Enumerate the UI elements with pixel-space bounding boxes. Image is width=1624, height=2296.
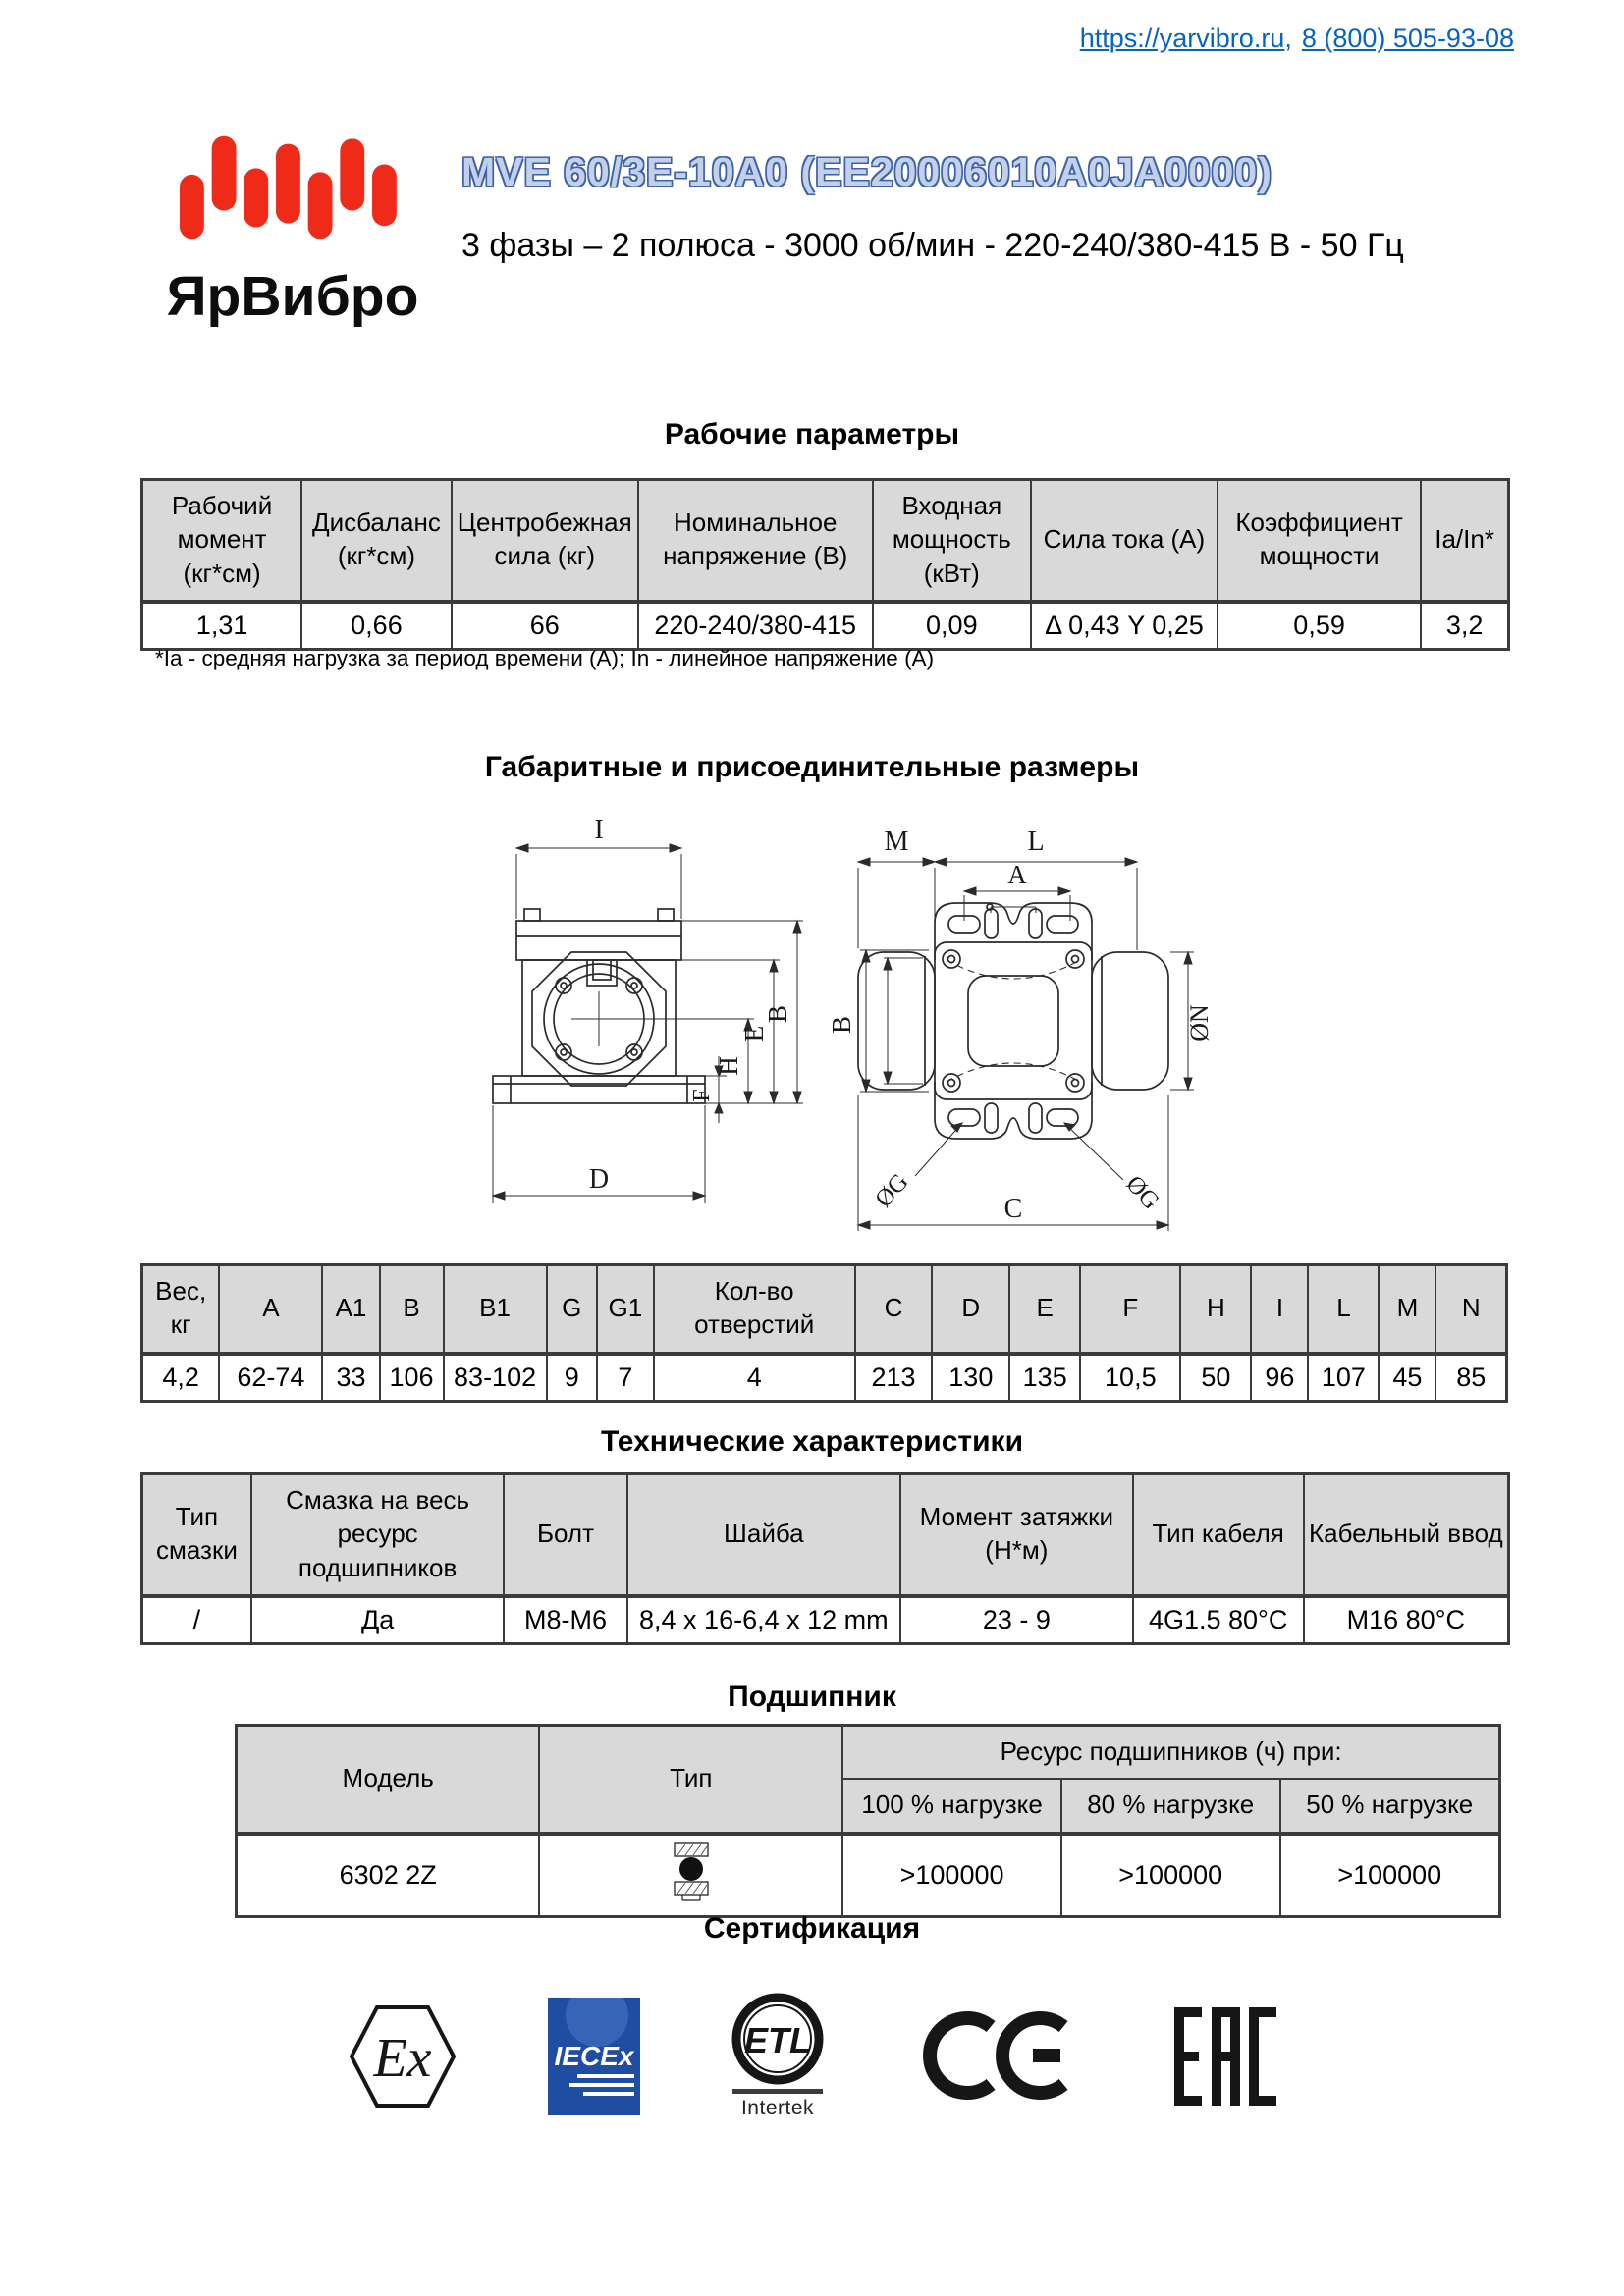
table-cell: 0,09 xyxy=(873,602,1031,650)
etl-label: ETL xyxy=(744,2020,811,2060)
table-cell: 0,59 xyxy=(1218,602,1421,650)
table-cell: 50 xyxy=(1180,1354,1251,1402)
brand-logo xyxy=(145,126,440,329)
table-cell: Δ 0,43 Y 0,25 xyxy=(1031,602,1218,650)
table-cell: 3,2 xyxy=(1421,602,1508,650)
column-header: F xyxy=(1080,1265,1180,1354)
table-cell: 7 xyxy=(597,1354,654,1402)
eac-mark-icon xyxy=(1174,2002,1276,2110)
table-cell: M16 80°C xyxy=(1304,1596,1509,1644)
column-header: C xyxy=(855,1265,933,1354)
operating-header-row xyxy=(142,480,1509,602)
column-header: G1 xyxy=(597,1265,654,1354)
table-cell: 213 xyxy=(855,1354,933,1402)
table-cell: 220-240/380-415 xyxy=(638,602,873,650)
table-cell: 85 xyxy=(1435,1354,1506,1402)
column-header: Центробежная сила (кг) xyxy=(452,480,638,602)
dim-label-a: A xyxy=(1007,860,1027,889)
column-header: L xyxy=(1308,1265,1379,1354)
atex-ex-mark-icon xyxy=(348,2003,458,2109)
table-cell: 96 xyxy=(1251,1354,1308,1402)
intertek-label: Intertek xyxy=(740,2097,815,2119)
column-header: I xyxy=(1251,1265,1308,1354)
column-header: Кабельный ввод xyxy=(1304,1474,1509,1596)
product-subtitle: 3 фазы – 2 полюса - 3000 об/мин - 220-240/380-415 В - 50 Гц xyxy=(461,227,1404,264)
dim-label-e: E xyxy=(739,1025,769,1042)
page-title: MVE 60/3E-10A0 (EE20006010A0JA0000) xyxy=(461,149,1272,194)
dim-label-i: I xyxy=(594,815,604,845)
column-header: Шайба xyxy=(627,1474,900,1596)
dim-label-g-right: ØG xyxy=(1120,1170,1164,1215)
operating-values-row xyxy=(142,602,1509,650)
etl-intertek-mark-icon xyxy=(731,1992,825,2120)
bearing-values-row xyxy=(237,1834,1500,1917)
dimensions-values-row xyxy=(142,1354,1507,1402)
brand-name: ЯрВибро xyxy=(166,265,419,328)
table-cell: 66 xyxy=(452,602,638,650)
section-title-operating: Рабочие параметры xyxy=(664,418,960,451)
dim-label-m: M xyxy=(884,827,909,857)
table-cell: 107 xyxy=(1308,1354,1379,1402)
column-header: Вес, кг xyxy=(142,1265,220,1354)
dim-label-n: ØN xyxy=(1185,1004,1214,1041)
column-header: Тип кабеля xyxy=(1133,1474,1304,1596)
top-view-drawing xyxy=(797,805,1224,1256)
table-cell: 62-74 xyxy=(219,1354,322,1402)
column-header: B1 xyxy=(444,1265,547,1354)
link-separator: , xyxy=(1284,24,1292,53)
column-header: Ia/In* xyxy=(1421,480,1508,602)
table-cell: >100000 xyxy=(842,1834,1061,1917)
column-header: A1 xyxy=(322,1265,379,1354)
dim-label-c: C xyxy=(1003,1194,1023,1224)
column-header: H xyxy=(1180,1265,1251,1354)
tech-header-row xyxy=(142,1474,1509,1596)
column-header: Тип смазки xyxy=(142,1474,251,1596)
bearing-type-cell xyxy=(539,1834,842,1917)
table-cell: 23 - 9 xyxy=(900,1596,1133,1644)
iecex-mark-icon xyxy=(548,1998,640,2115)
column-header: B xyxy=(380,1265,444,1354)
dim-label-b-top: B xyxy=(827,1015,856,1035)
tech-values-row xyxy=(142,1596,1509,1644)
table-cell: 0,66 xyxy=(301,602,452,650)
column-header: E xyxy=(1009,1265,1080,1354)
table-cell: M8-M6 xyxy=(504,1596,626,1644)
table-cell: 83-102 xyxy=(444,1354,547,1402)
section-title-dimensions: Габаритные и присоединительные размеры xyxy=(484,751,1140,783)
front-view-drawing xyxy=(461,813,805,1252)
column-header: Номинальное напряжение (В) xyxy=(638,480,873,602)
column-header: Кол-во отверстий xyxy=(654,1265,855,1354)
title-block xyxy=(461,149,1404,265)
dim-label-f: F xyxy=(689,1089,715,1102)
iecex-stripe xyxy=(583,2092,634,2096)
table-cell: 106 xyxy=(380,1354,444,1402)
column-header: Дисбаланс (кг*см) xyxy=(301,480,452,602)
column-header: Рабочий момент (кг*см) xyxy=(142,480,302,602)
column-header: A xyxy=(219,1265,322,1354)
table-cell: >100000 xyxy=(1061,1834,1280,1917)
section-title-bearing: Подшипник xyxy=(728,1681,896,1713)
column-header: G xyxy=(547,1265,597,1354)
column-header: Болт xyxy=(504,1474,626,1596)
iecex-globe-decoration xyxy=(566,1998,628,2047)
section-title-certification: Сертификация xyxy=(703,1912,921,1945)
dimensions-header-row xyxy=(142,1265,1507,1354)
table-cell: 9 xyxy=(547,1354,597,1402)
column-header: D xyxy=(932,1265,1009,1354)
column-header: M xyxy=(1379,1265,1435,1354)
certification-logos xyxy=(0,1985,1624,2127)
column-header: 50 % нагрузке xyxy=(1280,1779,1500,1833)
table-cell: 135 xyxy=(1009,1354,1080,1402)
dim-label-h: H xyxy=(714,1056,743,1076)
bearing-table xyxy=(235,1724,1501,1918)
etl-divider xyxy=(732,2089,823,2094)
dim-label-b-front: B xyxy=(763,1004,792,1024)
table-cell: 130 xyxy=(932,1354,1009,1402)
table-cell: 45 xyxy=(1379,1354,1435,1402)
tech-specs-table xyxy=(140,1472,1510,1645)
column-header: Смазка на весь ресурс подшипников xyxy=(251,1474,505,1596)
site-link[interactable]: https://yarvibro.ru xyxy=(1079,24,1285,53)
phone-link[interactable]: 8 (800) 505-93-08 xyxy=(1301,24,1514,53)
table-cell: >100000 xyxy=(1280,1834,1500,1917)
column-header: 80 % нагрузке xyxy=(1061,1779,1280,1833)
column-header: Момент затяжки (Н*м) xyxy=(900,1474,1133,1596)
table-cell: 4 xyxy=(654,1354,855,1402)
bearing-model-cell: 6302 2Z xyxy=(237,1834,540,1917)
operating-parameters-table xyxy=(140,478,1510,651)
ex-label: Ex xyxy=(373,2027,432,2089)
table-cell: 8,4 x 16-6,4 x 12 mm xyxy=(627,1596,900,1644)
column-header: N xyxy=(1435,1265,1506,1354)
bearing-cross-section-icon xyxy=(672,1842,711,1901)
column-header: Ресурс подшипников (ч) при: xyxy=(842,1726,1499,1780)
column-header: Коэффициент мощности xyxy=(1218,480,1421,602)
waveform-logo-icon xyxy=(180,126,406,249)
table-cell: 4G1.5 80°C xyxy=(1133,1596,1304,1644)
column-header: Сила тока (А) xyxy=(1031,480,1218,602)
table-cell: 4,2 xyxy=(142,1354,220,1402)
column-header: 100 % нагрузке xyxy=(842,1779,1061,1833)
iecex-stripe xyxy=(577,2074,634,2078)
operating-footnote: *Ia - средняя нагрузка за период времени (A); In - линейное напряжение (A) xyxy=(155,646,935,670)
header-links xyxy=(1080,24,1514,54)
iecex-stripe xyxy=(569,2083,634,2087)
bearing-header-row-1 xyxy=(237,1726,1500,1780)
table-cell: / xyxy=(142,1596,251,1644)
table-cell: 10,5 xyxy=(1080,1354,1180,1402)
dimensions-table xyxy=(140,1263,1508,1403)
dim-label-d: D xyxy=(588,1164,610,1195)
column-header: Входная мощность (кВт) xyxy=(873,480,1031,602)
table-cell: 1,31 xyxy=(142,602,302,650)
table-cell: 33 xyxy=(322,1354,379,1402)
dim-label-g-left: ØG xyxy=(870,1168,914,1213)
dim-label-l: L xyxy=(1027,827,1045,857)
table-cell: Да xyxy=(251,1596,505,1644)
iecex-label: IECEx xyxy=(554,2040,634,2071)
column-header: Тип xyxy=(539,1726,842,1834)
column-header: Модель xyxy=(237,1726,540,1834)
section-title-tech: Технические характеристики xyxy=(600,1425,1024,1458)
ce-mark-icon xyxy=(915,2009,1084,2104)
